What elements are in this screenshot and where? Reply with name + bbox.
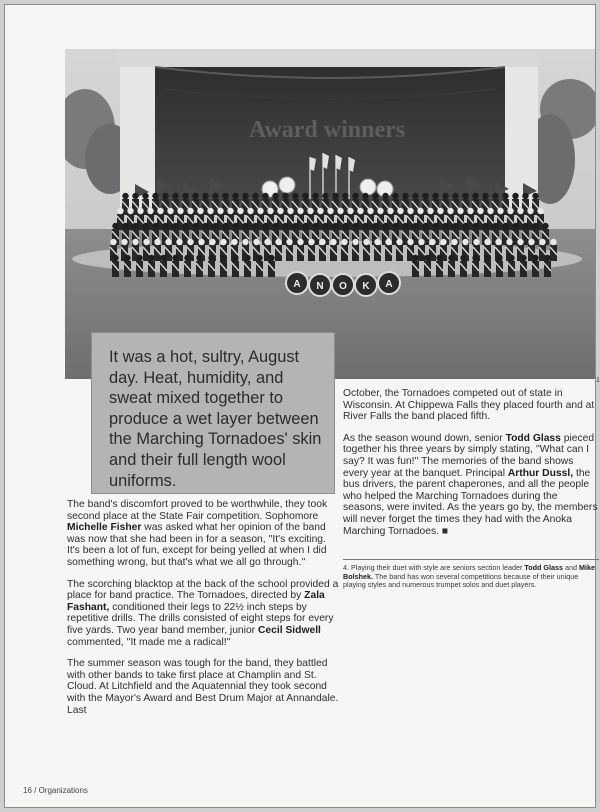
bandshell-roof [117,53,537,67]
body-paragraph: As the season wound down, senior Todd Glass pieced together his three years by simply stating, ''What can I say? It was fun!'' The memories of the band shows every year at the banquet. Principal Arthur Dussl, the bus drivers, the parent chaperones, and all the people who helped the Marching Tornadoes during the seasons, were invited. As the years go by, the members will never forget the times they had with the Anoka Marching Tornadoes. ■ [343,432,598,537]
name-todd-glass: Todd Glass [505,432,561,444]
name-cecil-sidwell: Cecil Sidwell [257,624,321,636]
name-zala-fashant: Zala Fashant, [67,590,325,613]
name-arthur-dussl: Arthur Dussl, [507,467,574,479]
drum-letter-3: O [339,281,347,292]
body-paragraph: The summer season was tough for the band, they battled with other bands to take first place at Champlin and St. Cloud. At Litchfield and the Aquatennial they took second with the Mayor's Award and Best Drum Major at Annandale. Last [67,658,339,716]
photo-number: 1 [596,377,600,384]
body-paragraph: October, the Tornadoes competed out of state in Wisconsin. At Chippewa Falls they placed fourth and at River Falls the band placed fifth. [343,388,595,423]
band-photo [65,49,595,379]
body-column-left [67,499,339,726]
body-paragraph: The band's discomfort proved to be worthwhile, they took second place at the State Fair competition. Sophomore Michelle Fisher was asked what her opinion of the band was now that she had been in for a season, ''It's exciting. It's been a lot of fun, except for being yelled at when I did something wrong, but that's what we all go through.'' [67,499,328,568]
body-paragraph: The scorching blacktop at the back of the school provided a place for band practice. The Tornadoes, directed by Zala Fashant, conditioned their legs to 22½ inch steps by repetitive drills. The drills consisted of eight steps for every five yards. Two year band member, junior Cecil Sidwell commented, ''It made me a radical!'' [67,578,339,648]
caption-divider [343,559,599,560]
pull-quote-text: It was a hot, sultry, August day. Heat, humidity, and sweat mixed together to produce a wet layer between the Marching Tornadoes' skin and their full length wool uniforms. [109,348,322,490]
drum-letter-1: A [293,279,301,290]
name-michelle-fisher: Michelle Fisher [67,522,142,534]
drum-letter-5: A [385,279,393,290]
pull-quote-box [91,332,335,494]
body-column-right [343,388,599,547]
banner-text: Award winners [248,117,406,143]
page-folio: 16 / Organizations [23,786,88,795]
yearbook-page [4,4,600,808]
bass-drums [286,272,400,296]
drum-letter-4: K [362,281,370,292]
drum-letter-2: N [316,281,324,292]
photo-caption: 4. Playing their duet with style are seniors section leader Todd Glass and Mike Bolshek. The band has won several competitions because of their unique playing styles and numerous trumpet solos and duet players. [343,563,595,590]
